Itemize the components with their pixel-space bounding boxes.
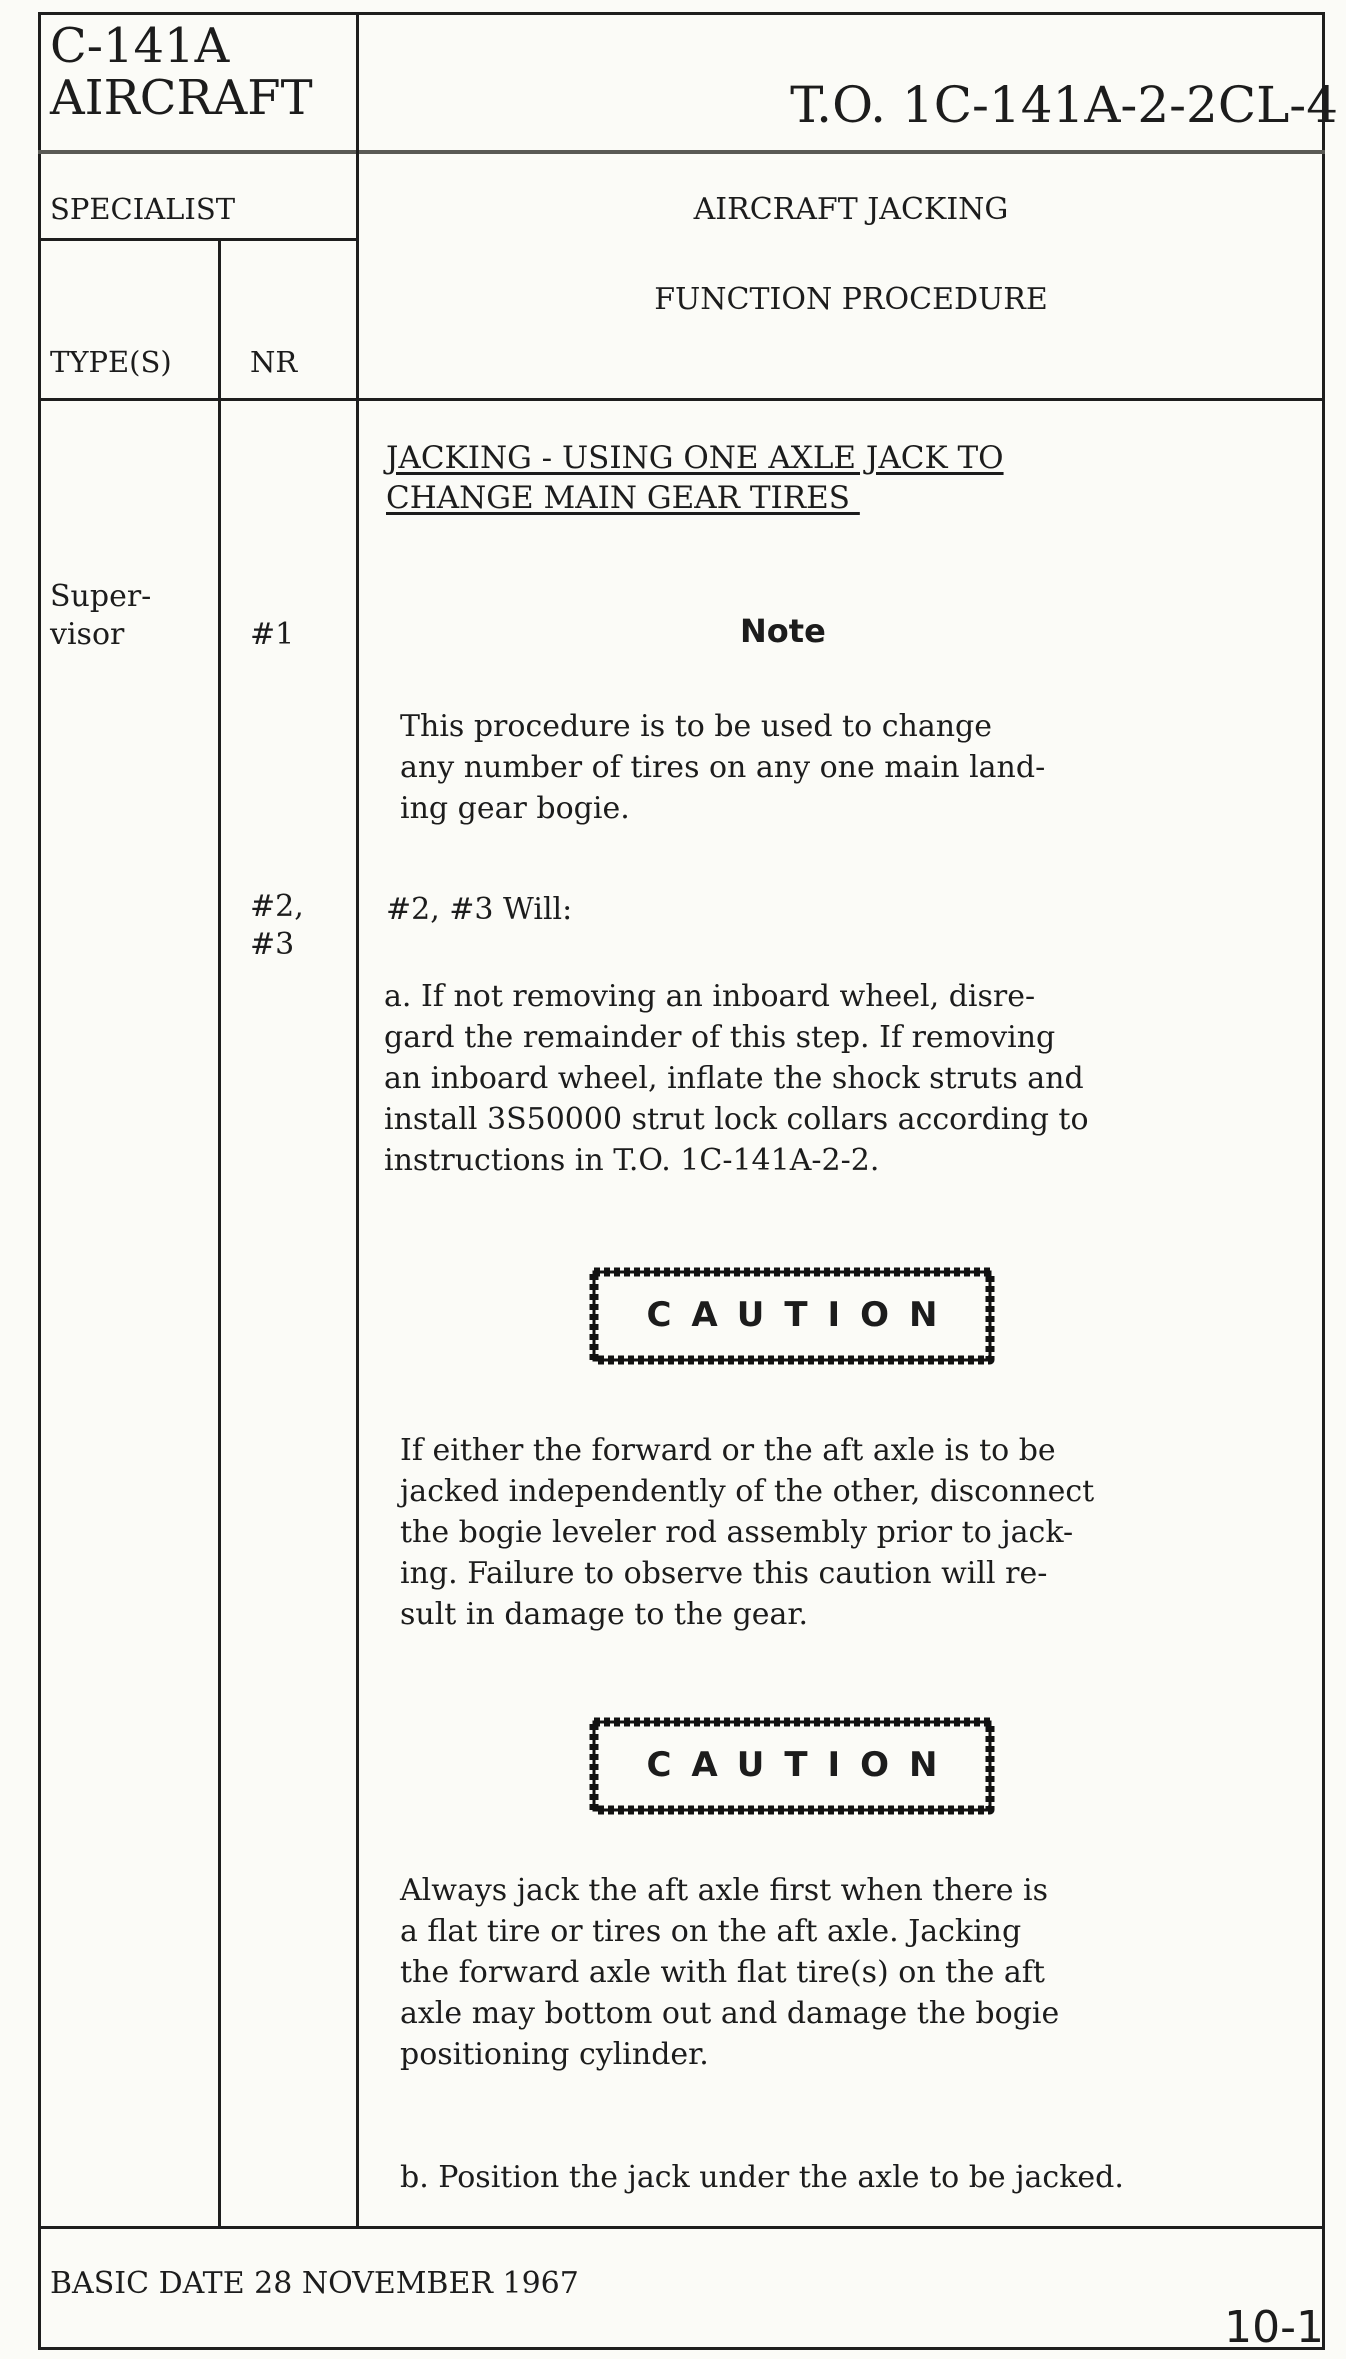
caution-1-text: If either the forward or the aft axle is to be jacked independently of the other, disconnect the bogie leveler rod assembly prior to jack- ing. Failure to observe this caution will re- sult in damage to the gear. [400, 1433, 1095, 1632]
caution-label-1: CAUTION [646, 1295, 958, 1335]
section-title [386, 438, 1004, 518]
header-divider [38, 150, 1325, 154]
note-text: This procedure is to be used to change any number of tires on any one main land- ing gear bogie. [400, 709, 1046, 826]
step-a-text: a. If not removing an inboard wheel, disre- gard the remainder of this step. If removing an inboard wheel, inflate the shock struts and install 3S50000 strut lock collars according to instructions in T.O. 1C-141A-2-2. [384, 979, 1089, 1178]
nr-1: #1 [250, 617, 295, 652]
specialist-label: SPECIALIST [50, 192, 236, 226]
caution-2-text: Always jack the aft axle first when there is a flat tire or tires on the aft axle. Jacking the forward axle with flat tire(s) on the aft axle may bottom out and damage the bogie positioning cylinder. [400, 1873, 1060, 2072]
step-b-text: b. Position the jack under the axle to be jacked. [400, 2160, 1124, 2195]
caution-box-1 [584, 1262, 1000, 1370]
aircraft-column-divider [356, 12, 359, 2228]
supervisor-line-1: Super- [50, 579, 152, 614]
left-border [38, 12, 41, 2350]
nr-column-header: NR [250, 345, 298, 379]
aircraft-line-2: AIRCRAFT [50, 70, 313, 126]
right-border [1322, 12, 1325, 2350]
basic-date: BASIC DATE 28 NOVEMBER 1967 [50, 2266, 579, 2301]
caution-box-2 [584, 1712, 1000, 1820]
to-number: T.O. 1C-141A-2-2CL-4 [790, 76, 1338, 134]
table-header-divider [38, 398, 1325, 401]
aircraft-line-1: C-141A [50, 18, 230, 74]
specialist-divider [38, 238, 358, 241]
bottom-border [38, 2347, 1325, 2350]
page-title: AIRCRAFT JACKING [693, 192, 1009, 227]
nr-2-line: #2, [250, 889, 304, 924]
aircraft-designation [50, 20, 313, 124]
nr-3-line: #3 [250, 927, 295, 962]
supervisor-line-2: visor [50, 617, 125, 652]
step-intro: #2, #3 Will: [386, 892, 573, 927]
types-column-header: TYPE(S) [50, 345, 172, 379]
top-border [38, 12, 1325, 15]
caution-label-2: CAUTION [646, 1745, 958, 1785]
supervisor-label [50, 578, 151, 654]
footer-divider [38, 2226, 1325, 2229]
page-subtitle: FUNCTION PROCEDURE [654, 282, 1048, 317]
note-heading: Note [740, 612, 826, 650]
section-title-line-1: JACKING - USING ONE AXLE JACK TO [386, 440, 1004, 476]
nr-2-3 [250, 888, 304, 964]
nr-column-divider [218, 238, 221, 2228]
page-number: 10-1 [1224, 2302, 1324, 2353]
section-title-line-2: CHANGE MAIN GEAR TIRES [386, 480, 860, 516]
